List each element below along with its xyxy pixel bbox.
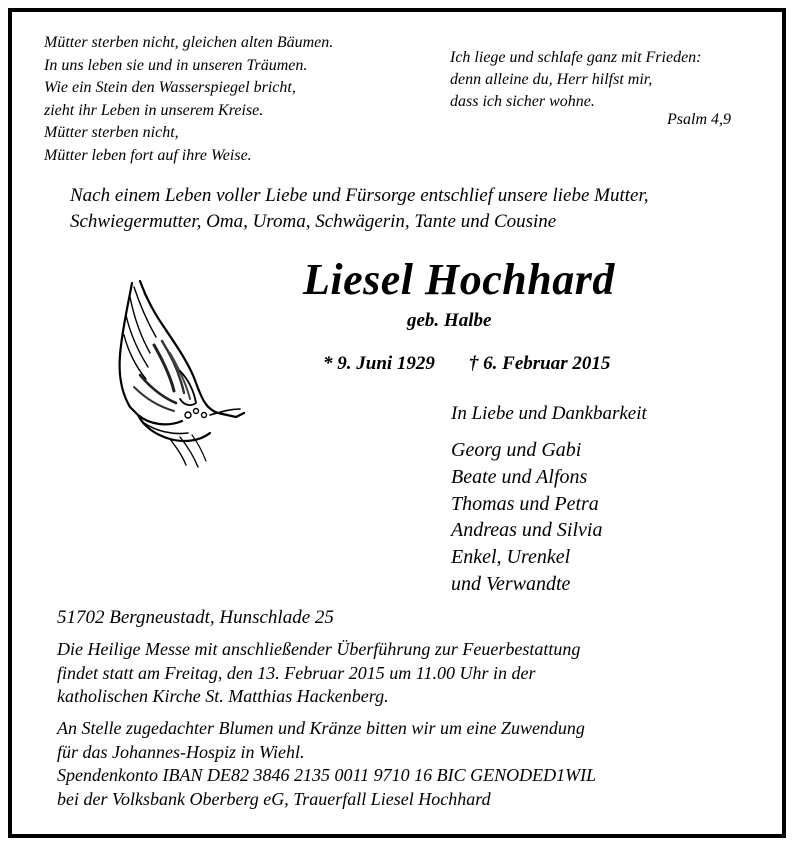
poem-left-line: Mütter sterben nicht, gleichen alten Bäumen. [44,34,334,51]
donation-info [57,717,596,811]
psalm-reference: Psalm 4,9 [667,111,731,128]
mourner: Andreas und Silvia [451,519,603,542]
poem-left-line: In uns leben sie und in unseren Träumen. [44,56,308,74]
donation-line: Spendenkonto IBAN DE82 3846 2135 0011 9710 16 BIC GENODED1WIL [57,765,597,785]
donation-line: bei der Volksbank Oberberg eG, Trauerfall Liesel Hochhard [57,788,491,809]
mourner: Enkel, Urenkel [451,546,571,569]
poem-right [450,47,702,113]
mourner: Georg und Gabi [451,439,582,461]
praying-hands-icon [110,275,250,470]
donation-line: für das Johannes-Hospiz in Wiehl. [57,741,305,762]
thanks-line: In Liebe und Dankbarkeit [451,403,647,424]
poem-left-line: Mütter leben fort auf ihre Weise. [44,146,252,164]
maiden-name: geb. Halbe [407,310,492,331]
mourner: und Verwandte [451,572,571,595]
poem-left [44,32,333,168]
deceased-name: Liesel Hochhard [303,255,615,304]
poem-right-line: dass ich sicher wohne. [450,93,595,110]
donation-line: An Stelle zugedachter Blumen und Kränze bitten wir um eine Zuwendung [57,718,585,738]
service-line: katholischen Kirche St. Matthias Hackenberg. [57,686,389,706]
address: 51702 Bergneustadt, Hunschlade 25 [57,607,334,628]
poem-left-line: Wie ein Stein den Wasserspiegel bricht, [44,79,296,97]
death-date: † 6. Februar 2015 [468,353,611,374]
service-line: Die Heilige Messe mit anschließender Überführung zur Feuerbestattung [57,639,581,659]
poem-left-line: zieht ihr Leben in unserem Kreise. [44,101,264,119]
mourner: Thomas und Petra [451,492,599,515]
intro-text [70,183,649,235]
intro-line: Schwiegermutter, Oma, Uroma, Schwägerin, Tante und Cousine [70,211,557,232]
birth-date: * 9. Juni 1929 [323,353,435,374]
life-dates [323,353,610,375]
service-line: findet statt am Freitag, den 13. Februar 2015 um 11.00 Uhr in der [57,662,536,683]
poem-right-line: Ich liege und schlafe ganz mit Frieden: [450,49,702,66]
poem-right-line: denn alleine du, Herr hilfst mir, [450,71,653,88]
mourners-list [451,437,602,598]
service-info [57,638,580,709]
intro-line: Nach einem Leben voller Liebe und Fürsorge entschlief unsere liebe Mutter, [70,185,649,206]
mourner: Beate und Alfons [451,465,588,488]
poem-left-line: Mütter sterben nicht, [44,124,179,142]
